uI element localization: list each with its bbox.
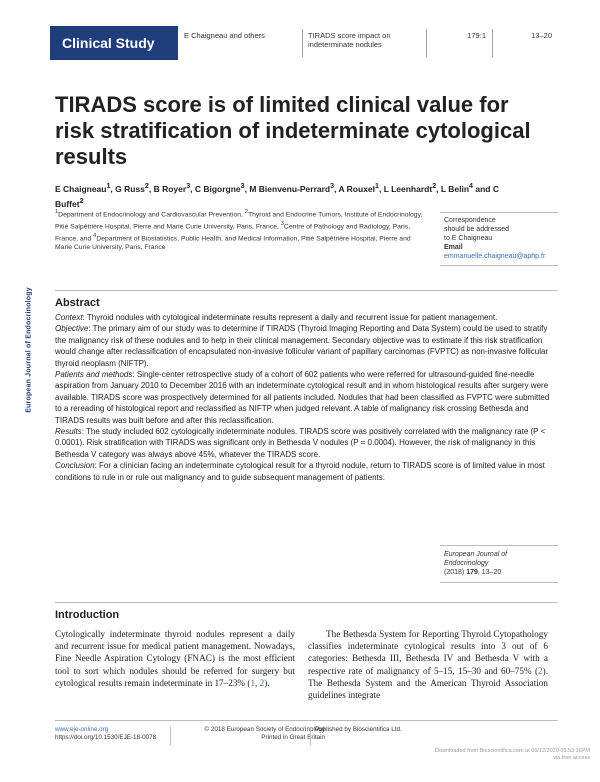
author-name: B Royer	[153, 183, 187, 194]
affiliation-mark: 3	[280, 220, 284, 227]
abstract-label-colon: :	[94, 461, 100, 471]
running-title-line-2: indeterminate nodules	[308, 40, 382, 49]
author-separator: ,	[378, 183, 384, 194]
abstract-label-colon: :	[82, 313, 87, 322]
author-separator: ,	[148, 183, 154, 194]
correspondence-label-3: to E Chaigneau	[444, 235, 493, 242]
citation-journal-1: European Journal of	[444, 551, 508, 558]
ref-link-1[interactable]: 1	[250, 677, 256, 688]
abstract-section	[55, 369, 558, 426]
author-name: L Belin	[440, 183, 470, 194]
author-separator: ,	[244, 183, 250, 194]
correspondence-box	[440, 212, 558, 266]
running-title-line-1: TIRADS score impact on	[308, 31, 391, 40]
abstract-label-colon: :	[81, 427, 86, 437]
abstract-section	[55, 323, 558, 369]
abstract-section	[55, 460, 558, 483]
abstract-heading: Abstract	[55, 297, 100, 309]
ref-separator: ,	[255, 677, 260, 688]
citation-pages: , 13–20	[477, 569, 502, 576]
abstract-body	[55, 312, 558, 483]
author-name: E Chaigneau	[55, 183, 107, 194]
introduction-heading: Introduction	[55, 609, 120, 621]
author-separator: ,	[334, 183, 339, 194]
author-name: M Bienvenu-Perrard	[249, 183, 331, 194]
author-separator: and	[472, 183, 493, 194]
download-line-2: via free access	[553, 755, 590, 761]
abstract-label-colon: :	[132, 370, 137, 380]
author-name: L Leenhardt	[383, 183, 433, 194]
footer-divider-2	[310, 727, 311, 745]
abstract-section	[55, 312, 558, 323]
abstract-section-text: Thyroid nodules with cytological indeterminate results represent a daily and recurrent issue for patient management.	[86, 313, 498, 322]
abstract-section-label: Patients and methods	[55, 370, 133, 380]
affiliation-mark: 1	[55, 209, 59, 215]
citation-journal-2: Endocrinology	[444, 560, 489, 567]
abstract-section-label: Context	[55, 313, 83, 322]
running-header	[50, 26, 558, 60]
intro-top-rule	[55, 602, 558, 603]
doi-link[interactable]: https://doi.org/10.1530/EJE-18-0078	[55, 734, 157, 741]
affiliation-mark: 4	[93, 232, 97, 239]
abstract-section-label: Conclusion	[55, 461, 95, 471]
author-list	[55, 180, 525, 210]
abstract-section-label: Results	[55, 427, 82, 437]
author-affiliation-mark: 2	[432, 182, 437, 190]
side-journal-text: European Journal of Endocrinology	[25, 287, 33, 413]
intro-left-text: Cytologically indeterminate thyroid nodules represent a daily and recurrent issue for medical patient management. Nowadays, Fine Needle Aspiration Cytology (FNAC) is the most efficient tool to sort which nodules should be referred for surgery but cytological results remain indeterminate in 17–23% (	[55, 629, 295, 688]
intro-left-column	[55, 628, 295, 689]
author-separator: ,	[110, 183, 116, 194]
author-affiliation-mark: 4	[469, 182, 473, 190]
printed-text: Printed in Great Britain	[261, 734, 325, 741]
author-separator: ,	[436, 183, 441, 194]
affiliation-text: Department of Biostatistics, Public Health, and Medical Information, Pitié Salpêtrière Hospital, Pierre and Marie Curie University, Paris, France	[55, 234, 411, 252]
running-title	[302, 26, 426, 60]
abstract-section-text: For a clinician facing an indeterminate cytological result for a thyroid nodule, return to TIRADS score is of limited value in most conditions to rule in or rule out malignancy and to guide subsequent management of patients.	[55, 461, 545, 482]
footer-copyright	[175, 726, 325, 742]
download-line-1: Downloaded from Bioscientifica.com at 06/12/2020 09:53:16PM	[434, 748, 590, 754]
abstract-section-text: The primary aim of our study was to determine if TIRADS (Thyroid Imaging Reporting and Data System) could be used to stratify the malignancy risk of these nodules and to help in their clinical management. Secondary objective was to estimate if this risk stratification would change after reclassification of encapsulated non-invasive follicular variant of papillary carcinomas (FVPTC) as non-invasive follicular thyroid neoplasm (NIFTP).	[55, 324, 549, 368]
footer-divider-1	[170, 727, 171, 745]
running-volume: 179:1	[426, 26, 492, 60]
author-affiliation-mark: 3	[330, 182, 335, 190]
intro-left-end: ).	[264, 677, 270, 688]
abstract-label-colon: :	[88, 324, 93, 334]
author-name: C Bigorgne	[194, 183, 241, 194]
correspondence-label-2: should be addressed	[444, 226, 509, 233]
author-affiliation-mark: 1	[106, 182, 111, 190]
author-affiliation-mark: 2	[144, 182, 149, 190]
citation-volume: 179	[466, 569, 478, 576]
email-label: Email	[444, 244, 463, 251]
author-affiliation-mark: 1	[375, 182, 379, 190]
affiliations	[55, 208, 425, 253]
copyright-text: © 2018 European Society of Endocrinology	[204, 726, 325, 733]
citation-details	[444, 569, 501, 576]
email-link[interactable]: emmanuelle.chaigneau@aphp.fr	[444, 253, 546, 260]
author-affiliation-mark: 3	[186, 182, 191, 190]
author-name: A Rouxel	[338, 183, 376, 194]
author-affiliation-mark: 3	[240, 182, 245, 190]
footer-publisher: Published by Bioscientifica Ltd.	[315, 726, 402, 733]
running-authors: E Chaigneau and others	[184, 31, 265, 40]
abstract-section	[55, 426, 558, 460]
page-footer	[55, 726, 558, 750]
affiliation-text: Centre of Pathology and Radiology, Paris, France, and	[55, 223, 410, 242]
citation-box	[440, 545, 558, 583]
ref-link-2[interactable]: 2	[259, 677, 265, 688]
running-pages: 13–20	[492, 26, 558, 60]
abstract-section-text: The study included 602 cytologically indeterminate nodules. TIRADS score was positively correlated with the malignancy rate (P < 0.0001). Risk stratification with TIRADS was significant only in Bethesda V nodules (P = 0.0004). However, the risk of malignancy in this Bethesda V category was always above 45%, whatever the TIRADS score.	[55, 427, 546, 459]
intro-right-column	[308, 628, 548, 701]
affiliation-text: Department of Endocrinology and Cardiovascular Prevention,	[58, 211, 245, 219]
section-label: Clinical Study	[50, 26, 178, 60]
abstract-section-label: Objective	[55, 324, 89, 334]
intro-right-end: ). The Bethesda System and the American Thyroid Association guidelines integrate	[308, 665, 548, 701]
intro-right-text: The Bethesda System for Reporting Thyroid Cytopathology classifies indeterminate cytological results into 3 out of 6 categories: Bethesda III, Bethesda IV and Bethesda V with a respective rate of malignancy of 5–15, 15–30 and 60–75% (	[308, 629, 548, 676]
author-affiliation-mark: 2	[79, 196, 84, 205]
affiliation-mark: 2	[244, 209, 248, 215]
footer-rule	[55, 720, 558, 721]
citation-year: (2018)	[444, 569, 465, 576]
author-name: G Russ	[115, 183, 145, 194]
article-title: TIRADS score is of limited clinical value for risk stratification of indeterminate cytological results	[55, 92, 531, 169]
abstract-section-text: Single-center retrospective study of a cohort of 602 patients who were referred for ultrasound-guided fine-needle aspiration from January 2010 to December 2016 with an indeterminate cytological result and in whom histological results after surgery were available. TIRADS score was prospectively determined for all patients included. Nodules that had been classified as FVPTC were submitted to a rereading of histological report and reclassified as NIFTP when judged relevant. A table of malignancy risk crossing Bethesda and TIRADS results was built before and after this reclassification.	[55, 370, 550, 425]
download-stamp	[420, 748, 590, 762]
abstract-top-rule	[55, 290, 558, 291]
ref-link-2b[interactable]: 2	[538, 665, 543, 676]
author-name: C Buffet	[55, 183, 499, 209]
affiliation-text: Thyroid and Endocrine Tumors, Institute of Endocrinology, Pitié Salpêtrière Hospital, Pierre and Marie Curie University, Paris, France,	[55, 211, 423, 231]
author-separator: ,	[190, 183, 195, 194]
side-journal-name	[22, 250, 36, 450]
correspondence-label-1: Correspondence	[444, 217, 496, 224]
journal-site-link[interactable]: www.eje-online.org	[55, 726, 109, 733]
